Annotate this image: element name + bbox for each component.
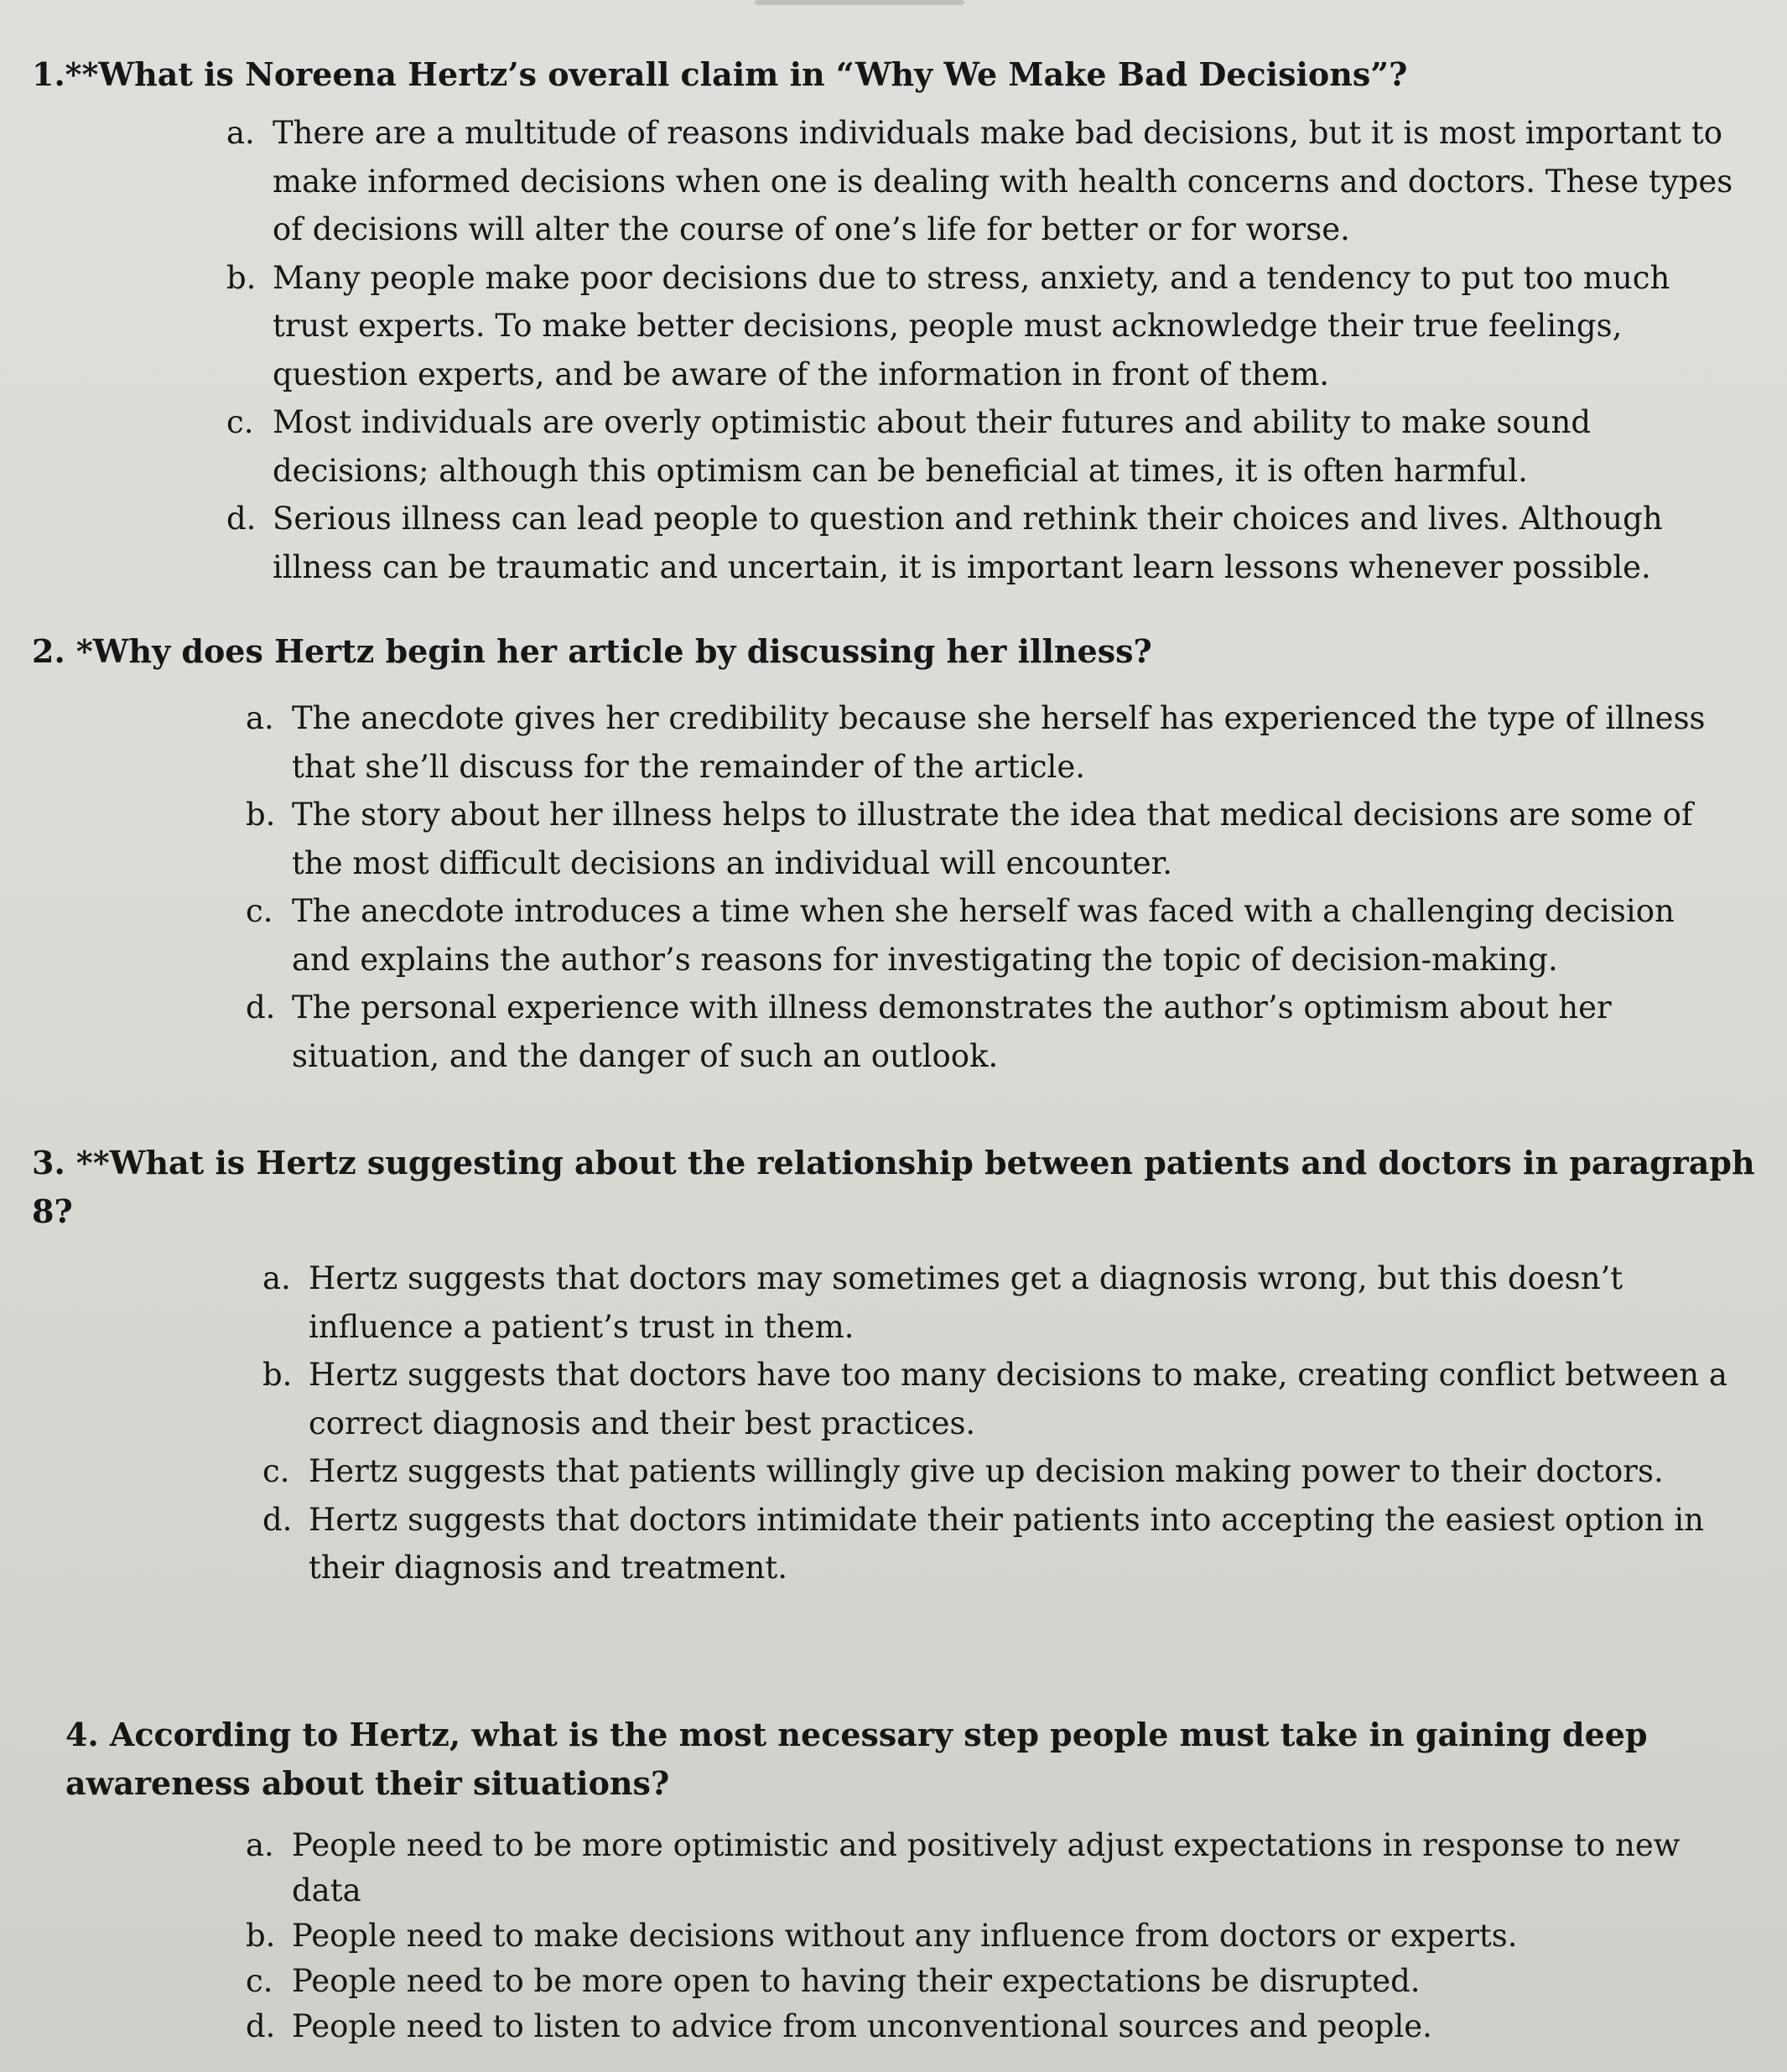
option-letter: d. [246, 2008, 276, 2044]
option-letter: c. [262, 1453, 290, 1489]
answer-option-d [226, 495, 1736, 591]
option-text: There are a multitude of reasons individuals make bad decisions, but it is most important to make informed decisions when one is dealing with health concerns and doctors. These types of decisions will alter the course of one’s life for better or for worse. [273, 115, 1733, 247]
answer-option-b [262, 1351, 1755, 1447]
answer-option-c [246, 1959, 1738, 2004]
question-title: 2. *Why does Hertz begin her article by discussing her illness? [32, 632, 1152, 670]
answer-option-b [246, 791, 1738, 887]
option-text: Hertz suggests that patients willingly give up decision making power to their doctors. [309, 1453, 1664, 1489]
option-letter: a. [226, 115, 255, 151]
option-text: Hertz suggests that doctors may sometimes get a diagnosis wrong, but this doesn’t influence a patient’s trust in them. [309, 1260, 1623, 1345]
answer-option-a [246, 1823, 1738, 1914]
option-text: People need to make decisions without any influence from doctors or experts. [292, 1918, 1518, 1954]
option-letter: b. [226, 259, 257, 296]
answer-option-c [246, 887, 1738, 984]
answer-option-a [226, 109, 1736, 254]
question-title: 3. **What is Hertz suggesting about the relationship between patients and doctors in paragraph 8? [32, 1144, 1755, 1230]
option-text: Many people make poor decisions due to stress, anxiety, and a tendency to put too much trust experts. To make better decisions, people must acknowledge their true feelings, question experts, and be aware of the information in front of them. [273, 259, 1670, 392]
option-text: Hertz suggests that doctors intimidate their patients into accepting the easiest option in their diagnosis and treatment. [309, 1501, 1705, 1586]
option-text: The anecdote introduces a time when she herself was faced with a challenging decision and explains the author’s reasons for investigating the topic of decision-making. [292, 893, 1675, 978]
answer-options [226, 109, 1736, 591]
option-letter: b. [246, 797, 276, 833]
option-text: Serious illness can lead people to question and rethink their choices and lives. Although illness can be traumatic and uncertain, it is important learn lessons whenever possible. [273, 501, 1663, 585]
answer-options [262, 1254, 1755, 1592]
question-title: 4. According to Hertz, what is the most necessary step people must take in gaining deep awareness about their situations? [65, 1716, 1648, 1802]
option-letter: d. [226, 501, 257, 537]
option-letter: c. [226, 404, 254, 440]
question-2 [32, 627, 1743, 1080]
option-letter: a. [246, 1827, 274, 1863]
page-top-edge [755, 0, 964, 5]
answer-option-d [246, 984, 1738, 1080]
option-text: People need to be more open to having their expectations be disrupted. [292, 1963, 1421, 1999]
option-letter: b. [246, 1918, 276, 1954]
answer-option-b [226, 254, 1736, 399]
option-text: People need to be more optimistic and positively adjust expectations in response to new data [292, 1827, 1681, 1908]
option-text: The personal experience with illness demonstrates the author’s optimism about her situation, and the danger of such an outlook. [292, 989, 1612, 1074]
option-text: The story about her illness helps to illustrate the idea that medical decisions are some of the most difficult decisions an individual will encounter. [292, 797, 1693, 881]
question-title: 1.**What is Noreena Hertz’s overall claim in “Why We Make Bad Decisions”? [32, 55, 1408, 93]
answer-options [246, 694, 1738, 1080]
option-text: Most individuals are overly optimistic about their futures and ability to make sound decisions; although this optimism can be beneficial at times, it is often harmful. [273, 404, 1592, 489]
option-letter: c. [246, 893, 273, 929]
answer-option-d [262, 1496, 1755, 1592]
option-letter: d. [246, 989, 276, 1026]
answer-option-c [226, 398, 1736, 495]
option-text: People need to listen to advice from unconventional sources and people. [292, 2008, 1432, 2044]
question-4 [65, 1711, 1759, 2049]
option-letter: d. [262, 1501, 293, 1538]
option-letter: a. [262, 1260, 291, 1296]
answer-option-b [246, 1914, 1738, 1959]
option-text: The anecdote gives her credibility because she herself has experienced the type of illness that she’ll discuss for the remainder of the article. [292, 700, 1706, 785]
question-1 [32, 50, 1743, 591]
answer-option-d [246, 2004, 1738, 2049]
option-letter: a. [246, 700, 274, 736]
answer-options [246, 1823, 1738, 2049]
option-letter: b. [262, 1357, 293, 1393]
answer-option-a [262, 1254, 1755, 1351]
option-text: Hertz suggests that doctors have too many decisions to make, creating conflict between a correct diagnosis and their best practices. [309, 1357, 1727, 1441]
answer-option-c [262, 1447, 1755, 1496]
option-letter: c. [246, 1963, 273, 1999]
question-3 [32, 1139, 1768, 1592]
answer-option-a [246, 694, 1738, 791]
